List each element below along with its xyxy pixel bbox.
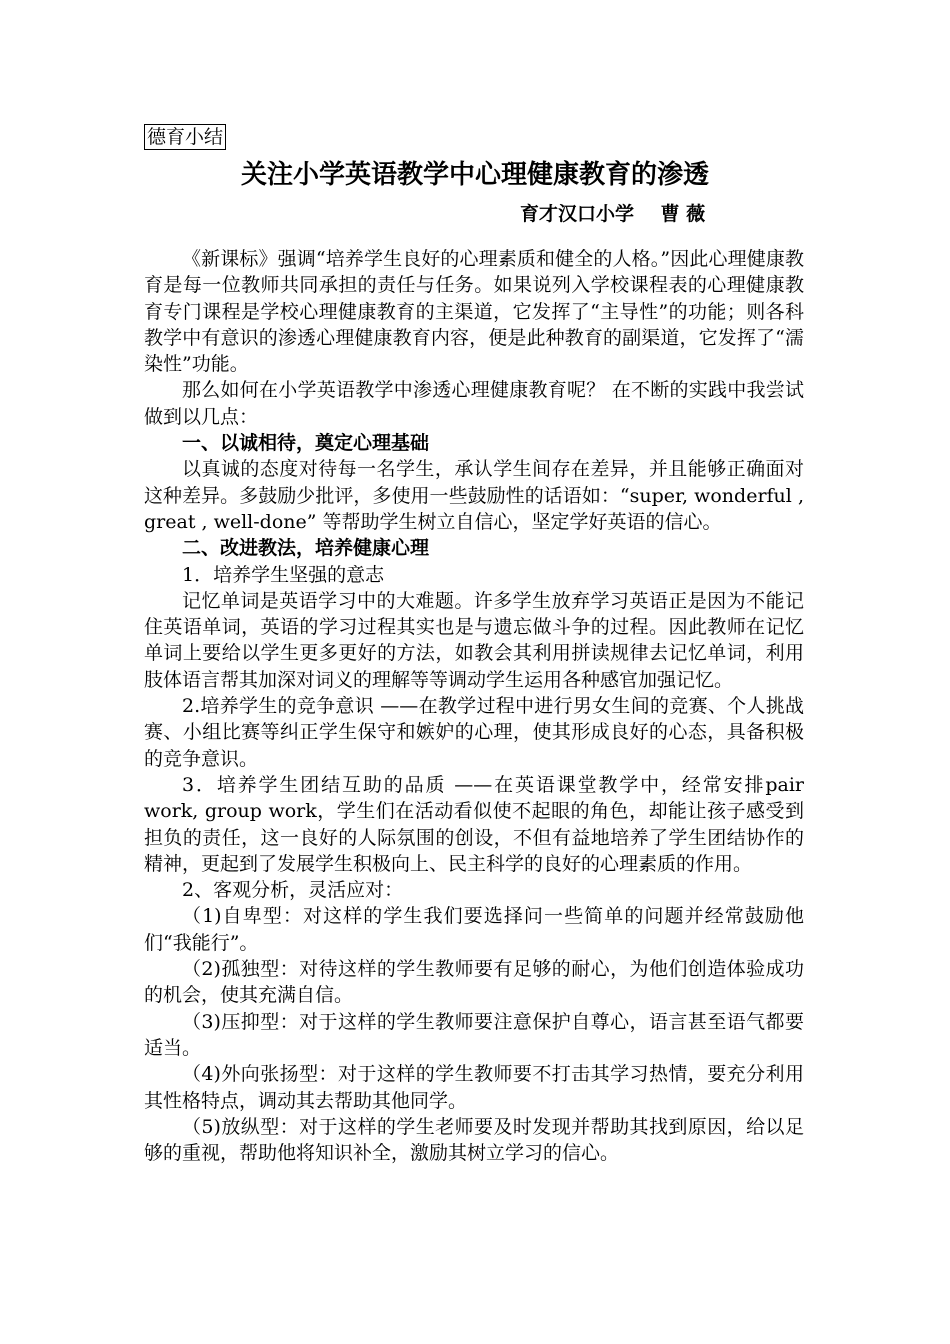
list-item: （2)孤独型：对待这样的学生教师要有足够的耐心，为他们创造体验成功的机会，使其充满自信。 (144, 958, 804, 1007)
author-line: 育才汉口小学 曹 薇 (520, 203, 706, 225)
paragraph-intro: 《新课标》强调“培养学生良好的心理素质和健全的人格。”因此心理健康教育是每一位教师共同承担的责任与任务。如果说列入学校课程表的心理健康教育专门课程是学校心理健康教育的主渠道，它发挥了“主导性”的功能；则各科教学中有意识的渗透心理健康教育内容，便是此种教育的副渠道，它发挥了“濡染性”功能。 (144, 248, 804, 376)
paragraph: 2.培养学生的竞争意识 ——在教学过程中进行男女生间的竞赛、个人挑战赛、小组比赛等纠正学生保守和嫉妒的心理，使其形成良好的心态，具备积极的竞争意识。 (144, 695, 804, 770)
list-item: （5)放纵型：对于这样的学生老师要及时发现并帮助其找到原因，给以足够的重视，帮助他将知识补全，激励其树立学习的信心。 (144, 1115, 804, 1165)
category-tag: 德育小结 (144, 124, 226, 150)
subheading: 1．培养学生坚强的意志 (182, 563, 385, 586)
list-item: （3)压抑型：对于这样的学生教师要注意保护自尊心，语言甚至语气都要适当。 (144, 1010, 804, 1059)
paragraph-question: 那么如何在小学英语教学中渗透心理健康教育呢？ 在不断的实践中我尝试做到以几点： (144, 379, 804, 428)
subheading: 2、客观分析，灵活应对： (182, 879, 404, 902)
list-item: （1)自卑型：对这样的学生我们要选择问一些简单的问题并经常鼓励他们“我能行”。 (144, 905, 804, 954)
paragraph: 以真诚的态度对待每一名学生，承认学生间存在差异，并且能够正确面对这种差异。多鼓励少批评，多使用一些鼓励性的话语如：“super, wonderful , great , well-done” 等帮助学生树立自信心，坚定学好英语的信心。 (144, 458, 804, 533)
section-heading-1: 一、以诚相待，奠定心理基础 (182, 432, 430, 455)
paragraph: 记忆单词是英语学习中的大难题。许多学生放弃学习英语正是因为不能记住英语单词，英语的学习过程其实也是与遗忘做斗争的过程。因此教师在记忆单词上要给以学生更多更好的方法，如教会其利用拼读规律去记忆单词，利用肢体语言帮其加深对词义的理解等等调动学生运用各种感官加强记忆。 (144, 589, 804, 691)
section-heading-2: 二、改进教法，培养健康心理 (182, 537, 430, 560)
list-item: （4)外向张扬型：对于这样的学生教师要不打击其学习热情，要充分利用其性格特点，调动其去帮助其他同学。 (144, 1063, 804, 1112)
page-title: 关注小学英语教学中心理健康教育的渗透 (240, 160, 709, 190)
article-body (144, 246, 804, 1166)
paragraph: 3．培养学生团结互助的品质 ——在英语课堂教学中，经常安排pair work, group work，学生们在活动看似使不起眼的角色，却能让孩子感受到担负的责任，这一良好的人际氛围的创设，不但有益地培养了学生团结协作的精神，更起到了发展学生积极向上、民主科学的良好的心理素质的作用。 (144, 773, 804, 875)
